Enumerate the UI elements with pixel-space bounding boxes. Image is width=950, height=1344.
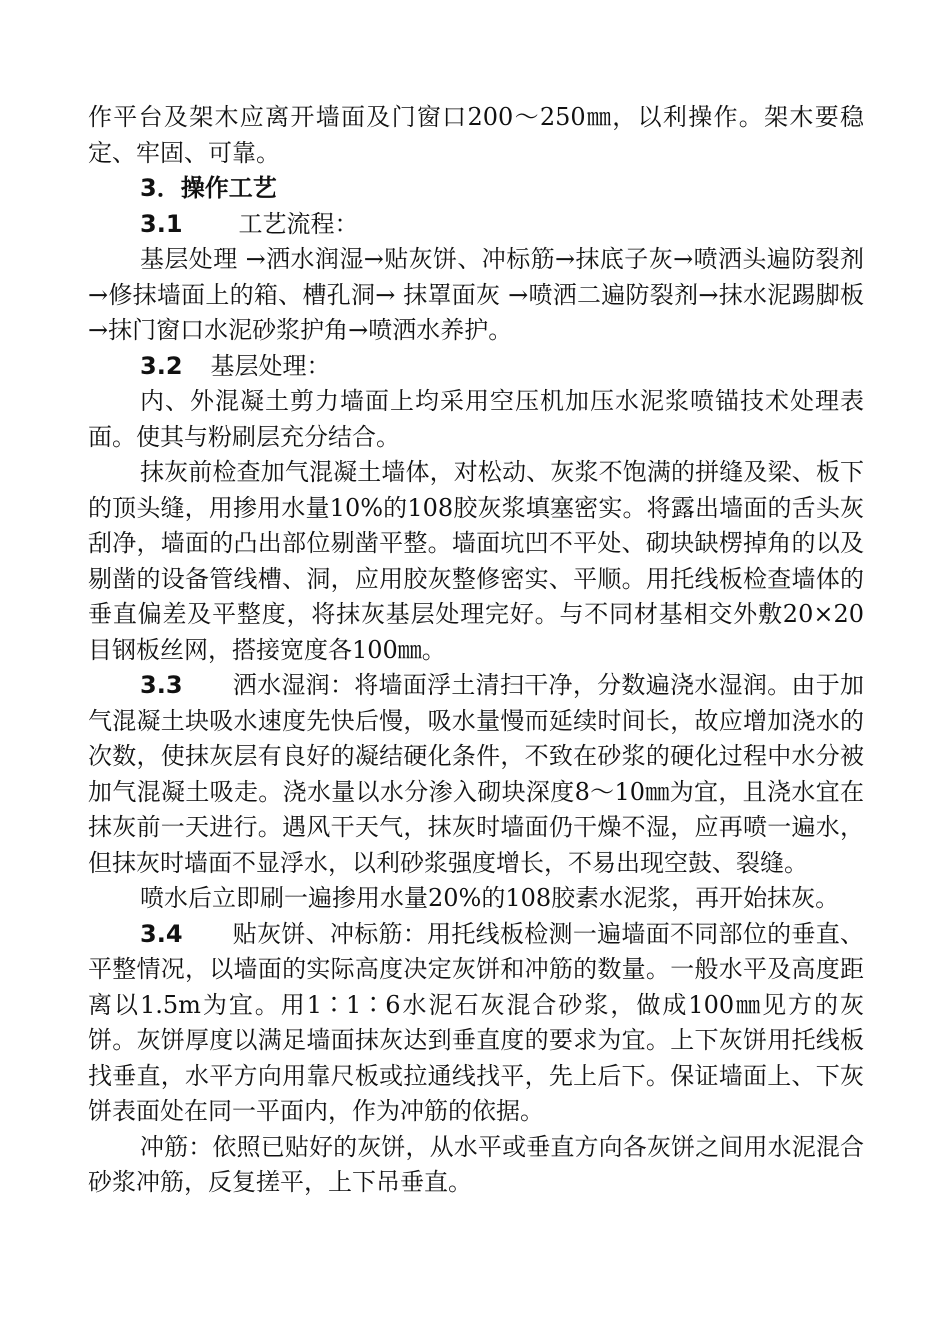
subsection-3-4	[88, 917, 864, 1130]
paragraph-scaffold: 作平台及架木应离开墙面及门窗口200～250㎜，以利操作。架木要稳定、牢固、可靠。	[88, 103, 864, 167]
subsection-3-2	[88, 349, 864, 385]
paragraph-process-flow: 基层处理 →洒水润湿→贴灰饼、冲标筋→抹底子灰→喷洒头遍防裂剂 →修抹墙面上的箱、槽孔洞→ 抹罩面灰 →喷洒二遍防裂剂→抹水泥踢脚板→抹门窗口水泥砂浆护角→喷洒水养护。	[88, 245, 864, 344]
section-text: 贴灰饼、冲标筋：用托线板检测一遍墙面不同部位的垂直、平整情况，以墙面的实际高度决定灰饼和冲筋的数量。一般水平及高度距离以1.5m为宜。用1∶1∶6水泥石灰混合砂浆，做成100㎜见方的灰饼。灰饼厚度以满足墙面抹灰达到垂直度的要求为宜。上下灰饼用托线板找垂直，水平方向用靠尺板或拉通线找平，先上后下。保证墙面上、下灰饼表面处在同一平面内，作为冲筋的依据。	[88, 919, 864, 1125]
section-text: 洒水湿润：将墙面浮土清扫干净，分数遍浇水湿润。由于加气混凝土块吸水速度先快后慢，吸水量慢而延续时间长，故应增加浇水的次数，使抹灰层有良好的凝结硬化条件，不致在砂浆的硬化过程中水分被加气混凝土吸走。浇水量以水分渗入砌块深度8～10㎜为宜，且浇水宜在抹灰前一天进行。遇风干天气，抹灰时墙面仍干燥不湿，应再喷一遍水，但抹灰时墙面不显浮水，以利砂浆强度增长，不易出现空鼓、裂缝。	[88, 671, 864, 877]
subsection-3-3	[88, 668, 864, 881]
subsection-3-1	[88, 207, 864, 243]
section-number: 3.2	[140, 351, 183, 380]
section-title: 基层处理：	[210, 351, 331, 380]
section-title: 工艺流程：	[238, 209, 359, 238]
section-heading-operation: 3．操作工艺	[140, 174, 277, 202]
section-number: 3.1	[140, 209, 183, 238]
paragraph-screeding: 冲筋：依照已贴好的灰饼，从水平或垂直方向各灰饼之间用水泥混合砂浆冲筋，反复搓平，上下吊垂直。	[88, 1132, 864, 1196]
document-page	[88, 100, 864, 1201]
paragraph-base-treatment-2: 抹灰前检查加气混凝土墙体，对松动、灰浆不饱满的拼缝及梁、板下的顶头缝，用掺用水量10%的108胶灰浆填塞密实。将露出墙面的舌头灰刮净，墙面的凸出部位剔凿平整。墙面坑凹不平处、砌块缺楞掉角的以及剔凿的设备管线槽、洞，应用胶灰整修密实、平顺。用托线板检查墙体的垂直偏差及平整度，将抹灰基层处理完好。与不同材基相交外敷20×20目钢板丝网，搭接宽度各100㎜。	[88, 458, 864, 664]
paragraph-base-treatment-1: 内、外混凝土剪力墙面上均采用空压机加压水泥浆喷锚技术处理表面。使其与粉刷层充分结合。	[88, 387, 864, 451]
paragraph-spray: 喷水后立即刷一遍掺用水量20%的108胶素水泥浆，再开始抹灰。	[140, 884, 840, 912]
section-number: 3.4	[140, 919, 183, 948]
section-number: 3.3	[140, 671, 183, 699]
